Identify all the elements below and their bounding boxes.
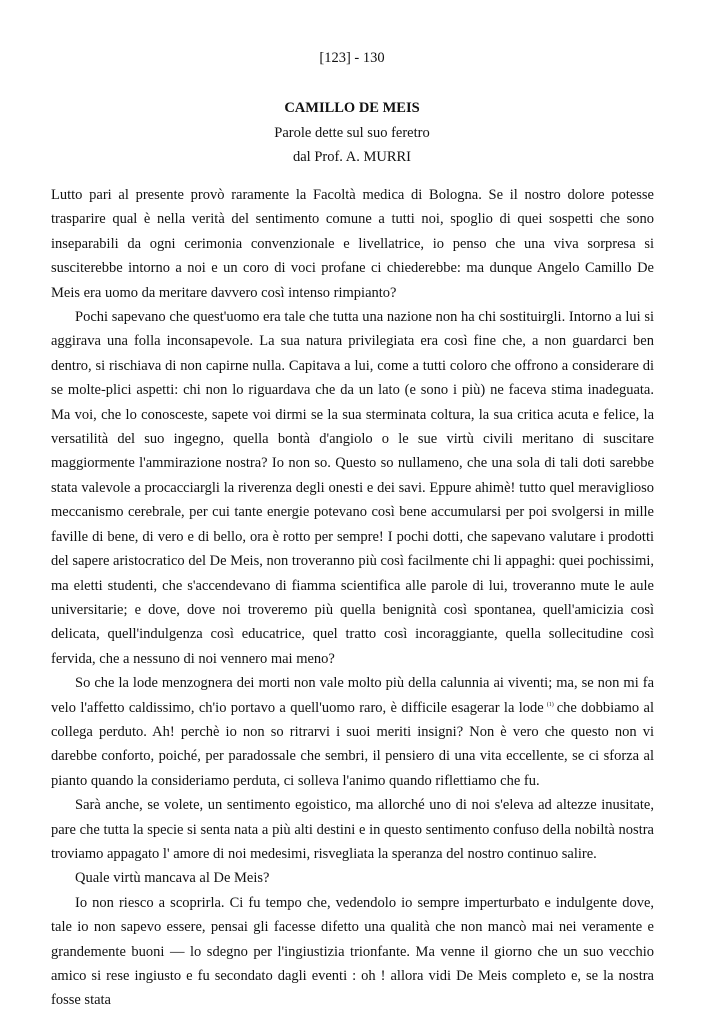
paragraph: Sarà anche, se volete, un sentimento egoistico, ma allorché uno di noi s'eleva ad altezze inusitate, pare che tutta la specie si senta nata a più alti destini e in questo sentimento confuso della nobiltà nostra troviamo appagato l' amore di noi medesimi, risvegliata la speranza del nostro continuo salire. — [51, 797, 654, 862]
page-number: [123] - 130 — [319, 50, 385, 66]
document-title: CAMILLO DE MEIS — [284, 100, 420, 116]
paragraph: Quale virtù mancava al De Meis? — [75, 870, 270, 887]
paragraph: Pochi sapevano che quest'uomo era tale che tutta una nazione non ha chi sostituirgli. Intorno a lui si aggirava una folla inconsapevole. La sua natura privilegiata era così fine che, a non guardarci ben dentro, si rischiava di non capirne nulla. Capitava a lui, come a tutti coloro che offrono a considerare di se molte-plici aspetti: chi non lo riguardava che da un lato (e sono i più) ne faceva stima inadeguata. Ma voi, che lo conosceste, sapete voi dirmi se la sua sterminata coltura, la sua critica acuta e felice, la versatilità del suo ingegno, quella bontà d'angiolo o le sue virtù civili meritano di suscitare maggiormente l'ammirazione nostra? Io non so. Questo so nullameno, che una sola di tali doti sarebbe stata valevole a procacciargli la riverenza degli onesti e dei savi. Eppure ahimè! tutto quel meraviglioso meccanismo cerebrale, per cui tante energie potevano così bene accumularsi per poi svolgersi in mille faville di bene, di vero e di bello, ora è rotto per sempre! I pochi dotti, che sapevano valutare i prodotti del sapere aristocratico del De Meis, non troveranno più così facilmente chi li appaghi: quei pochissimi, ma eletti studenti, che s'accendevano di fiamma scientifica alle parole di lui, troveranno mute le aule universitarie; e dove, dove noi troveremo più quella benignità così spontanea, quell'amicizia così delicata, quell'indulgenza così educatrice, quel tratto così incoraggiante, quella sollecitudine così fervida, che a nessuno di noi vennero mai meno? — [51, 309, 654, 667]
paragraph: Lutto pari al presente provò raramente la Facoltà medica di Bologna. Se il nostro dolore potesse trasparire qual è nella verità del sentimento comune a tutti noi, spoglio di quei sospetti che sono inseparabili da ogni cerimonia convenzionale e livellatrice, io penso che una viva sorpresa si susciterebbe intorno a noi e un coro di voci profane ci chiederebbe: ma dunque Angelo Camillo De Meis era uomo da meritare davvero così intenso rimpianto? — [51, 187, 654, 301]
document-author: dal Prof. A. MURRI — [292, 149, 412, 165]
document-subtitle: Parole dette sul suo feretro — [274, 124, 430, 141]
paragraph-text: So che la lode menzognera dei morti non vale molto più della calunnia ai viventi; ma, se non mi fa velo l'affetto caldissimo, ch'io portavo a quell'uomo raro, è difficile esagerar la lode — [51, 675, 654, 716]
paragraph: Io non riesco a scoprirla. Ci fu tempo che, vedendolo io sempre imperturbato e indulgente dove, tale io non sapevo essere, pensai gli facesse difetto una qualità che non mancò mai nei veramente e grandemente buoni — lo sdegno per l'ingiustizia trionfante. Ma venne il giorno che un suo vecchio amico si rese ingiusto e fu secondato dagli eventi : oh ! allora vidi De Meis completo e, se la nostra fosse stata — [51, 894, 654, 1009]
document-heading — [0, 96, 704, 170]
paragraph-with-footnote — [51, 671, 654, 793]
document-body — [51, 183, 654, 1013]
paragraph-text: che dobbiamo al collega perduto. Ah! perchè io non so ritrarvi i suoi meriti insigni? Non è vero che questo non vi darebbe conforto, poiché, per paradossale che sembri, il pensiero di una vita eccellente, se ci sforza al pianto quando la consideriamo perduta, ci solleva l'animo quando riflettiamo che fu. — [51, 699, 654, 789]
footnote-marker: (1) — [546, 701, 554, 708]
